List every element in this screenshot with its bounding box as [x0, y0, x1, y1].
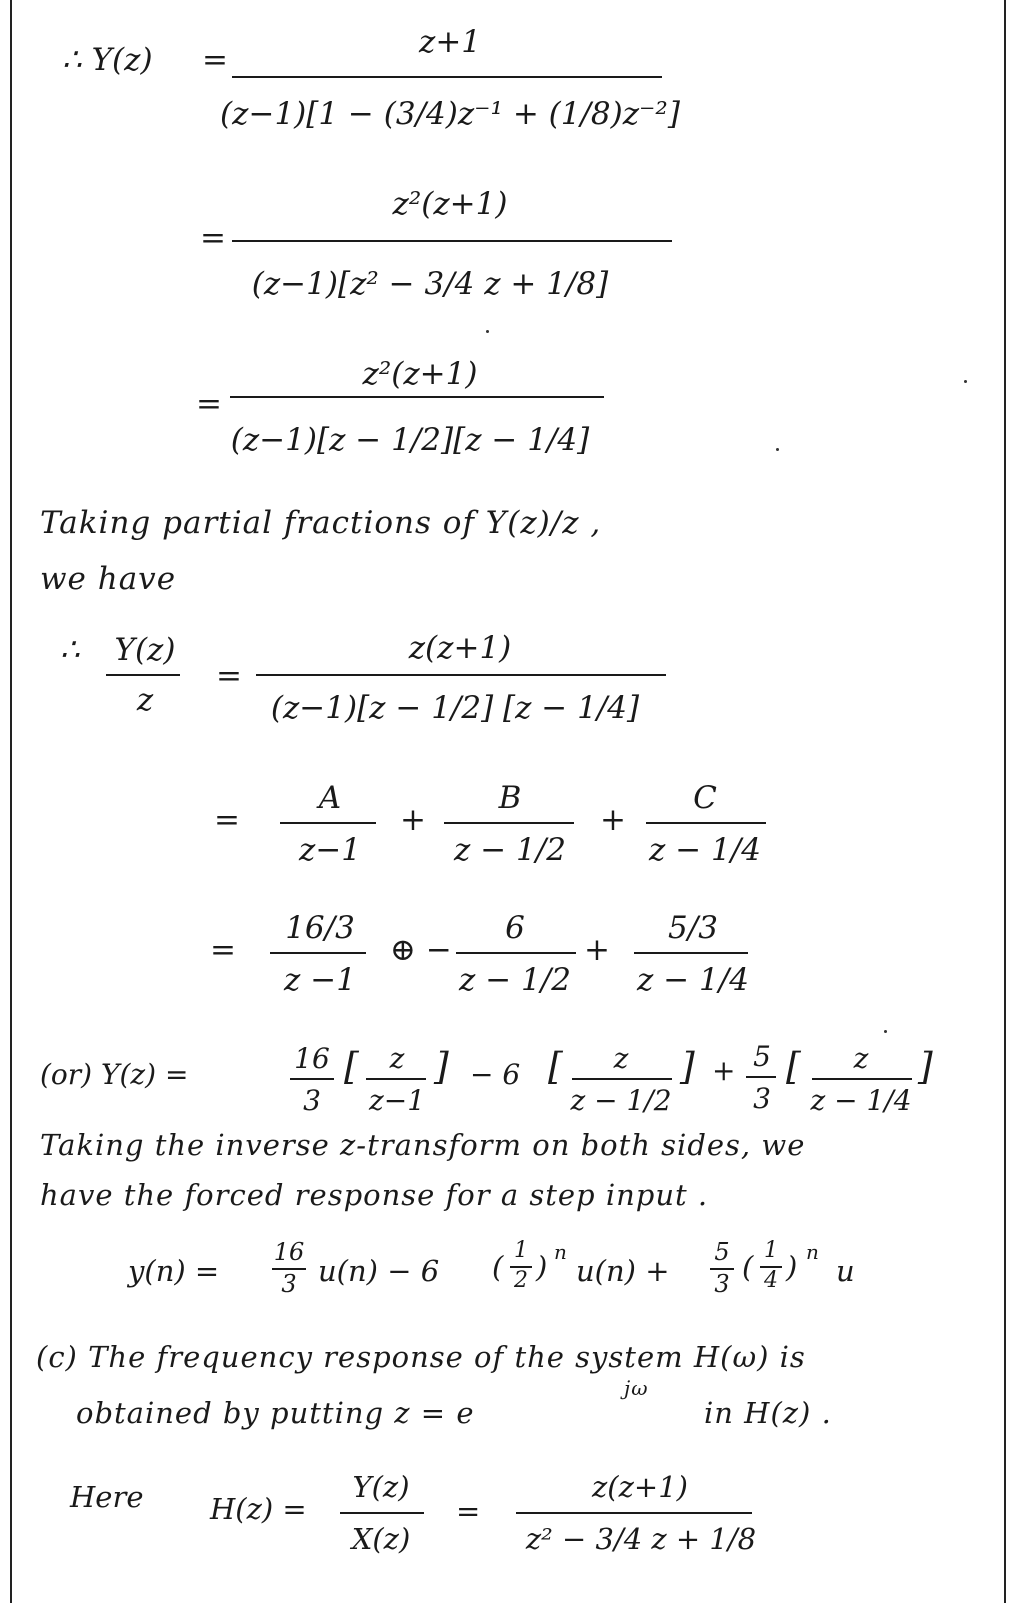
eq8-half-denominator: 2	[514, 1268, 528, 1293]
eq7-coef3-numerator: 5	[753, 1040, 771, 1073]
text2-line1: Taking the inverse z-transform on both sides, we	[40, 1128, 806, 1162]
eq8-coef3-denominator: 3	[714, 1270, 730, 1298]
eq5-term2-denominator: z − 1/2	[454, 832, 566, 868]
eq5-term2-bar	[444, 822, 574, 824]
eq7-frac1-numerator: z	[389, 1042, 405, 1075]
equation-y-n	[0, 1240, 1020, 1320]
equation-y-z-expanded	[0, 1038, 1020, 1138]
eq8-half-numerator: 1	[514, 1238, 528, 1263]
eq7-bracket3-open: [	[786, 1044, 801, 1088]
eq7-coef1-denominator: 3	[303, 1084, 321, 1117]
eq6-term1-bar	[270, 952, 366, 954]
eq4-denominator: (z−1)[z − 1/2] [z − 1/4]	[270, 690, 640, 726]
eq6-term1-denominator: z −1	[284, 962, 356, 998]
eq7-frac3-numerator: z	[853, 1042, 869, 1075]
eq5-plus1: +	[400, 802, 426, 838]
eq7-bracket2-close: ]	[680, 1044, 695, 1088]
eq8-paren-half-open: (	[492, 1250, 504, 1284]
eq4-equals: =	[216, 658, 242, 694]
equation-partial-values	[0, 910, 1020, 1010]
eq5-term1-numerator: A	[318, 780, 342, 816]
eq6-term2-denominator: z − 1/2	[459, 962, 571, 998]
eq6-term2-numerator: 6	[505, 910, 525, 946]
eq6-operator1: ⊕ −	[390, 932, 452, 968]
equation-y-z-original	[0, 20, 1020, 140]
equation-h-z	[0, 1470, 1020, 1590]
eq3-fraction-bar	[230, 396, 604, 398]
eq7-minus-six: − 6	[470, 1058, 521, 1091]
eq7-frac1-denominator: z−1	[368, 1084, 426, 1117]
text1-line2: we have	[40, 561, 177, 597]
eq7-coef1-numerator: 16	[294, 1042, 330, 1075]
eq2-fraction-bar	[232, 240, 672, 242]
eq1-denominator: (z−1)[1 − (3/4)z⁻¹ + (1/8)z⁻²]	[220, 96, 680, 132]
eq5-plus2: +	[600, 802, 626, 838]
eq7-bracket1-close: ]	[434, 1044, 449, 1088]
eq8-coef1-numerator: 16	[273, 1238, 305, 1266]
eq3-equals: =	[196, 386, 222, 422]
text3-line2b: in H(z) .	[704, 1396, 832, 1430]
eq7-bracket1-open: [	[344, 1044, 359, 1088]
eq7-frac2-denominator: z − 1/2	[570, 1084, 672, 1117]
text1-line1: Taking partial fractions of Y(z)/z ,	[40, 505, 602, 541]
eq8-exponent2: n	[806, 1240, 819, 1264]
eq6-term3-denominator: z − 1/4	[637, 962, 749, 998]
eq8-lhs: y(n) =	[128, 1254, 220, 1288]
eq6-equals: =	[210, 932, 236, 968]
eq4-lhs-denominator: z	[136, 682, 154, 718]
eq5-term1-bar	[280, 822, 376, 824]
scan-speck	[486, 330, 489, 333]
eq7-bracket3-close: ]	[918, 1044, 933, 1088]
eq4-therefore: ∴	[60, 632, 80, 668]
eq8-coef3-numerator: 5	[714, 1238, 730, 1266]
eq5-term1-denominator: z−1	[298, 832, 362, 868]
text3-exponent: jω	[624, 1376, 649, 1400]
eq7-coef1-bar	[290, 1078, 334, 1080]
eq3-denominator: (z−1)[z − 1/2][z − 1/4]	[230, 422, 590, 458]
eq8-exponent1: n	[554, 1240, 567, 1264]
eq1-equals: =	[202, 42, 228, 78]
text3-line1: (c) The frequency response of the system H(ω) is	[36, 1340, 806, 1374]
eq7-coef3-bar	[746, 1076, 776, 1078]
eq7-frac2-bar	[572, 1078, 672, 1080]
eq2-denominator: (z−1)[z² − 3/4 z + 1/8]	[251, 266, 609, 302]
eq7-coef3-denominator: 3	[753, 1082, 771, 1115]
eq7-plus: +	[712, 1054, 736, 1087]
eq8-term1: u(n) − 6	[318, 1254, 440, 1288]
equation-y-over-z	[0, 630, 1020, 740]
eq6-term3-numerator: 5/3	[668, 910, 718, 946]
eq9-lhs: H(z) =	[210, 1492, 307, 1526]
eq8-paren-half-close: )	[536, 1250, 548, 1284]
eq9-fraction-bar	[516, 1512, 752, 1514]
eq8-paren-quarter-close: )	[786, 1250, 798, 1284]
eq8-quarter-numerator: 1	[764, 1238, 778, 1263]
equation-factored	[0, 350, 1020, 480]
eq2-numerator: z²(z+1)	[392, 186, 508, 222]
eq8-coef1-denominator: 3	[281, 1270, 297, 1298]
eq8-paren-quarter-open: (	[742, 1250, 754, 1284]
text2-line2: have the forced response for a step input .	[40, 1178, 709, 1212]
eq7-lhs: (or) Y(z) =	[40, 1058, 189, 1091]
scan-speck	[884, 1030, 887, 1033]
scan-speck	[776, 448, 779, 451]
eq6-plus: +	[584, 932, 610, 968]
eq7-frac3-bar	[812, 1078, 912, 1080]
eq1-fraction-bar	[232, 76, 662, 78]
eq9-frac-numerator: Y(z)	[352, 1470, 410, 1504]
eq2-equals: =	[200, 220, 226, 256]
eq6-term3-bar	[634, 952, 748, 954]
eq9-equals: =	[456, 1494, 481, 1528]
eq6-term2-bar	[456, 952, 576, 954]
eq6-term1-numerator: 16/3	[285, 910, 355, 946]
eq8-term2: u(n) +	[576, 1254, 670, 1288]
eq1-numerator: z+1	[418, 24, 482, 60]
scan-speck	[964, 380, 967, 383]
eq9-numerator: z(z+1)	[592, 1470, 688, 1504]
text3-line2a: obtained by putting z = e	[76, 1396, 475, 1430]
eq1-lhs: ∴ Y(z)	[62, 42, 153, 78]
eq7-frac1-bar	[366, 1078, 426, 1080]
eq8-quarter-denominator: 4	[764, 1268, 778, 1293]
eq3-numerator: z²(z+1)	[362, 356, 478, 392]
eq4-fraction-bar	[256, 674, 666, 676]
eq9-label: Here	[70, 1480, 144, 1514]
eq9-frac-denominator: X(z)	[351, 1522, 411, 1556]
eq5-term3-denominator: z − 1/4	[649, 832, 761, 868]
eq4-lhs-numerator: Y(z)	[114, 632, 176, 668]
eq5-term2-numerator: B	[498, 780, 522, 816]
eq7-frac2-numerator: z	[613, 1042, 629, 1075]
equation-partial-abc	[0, 780, 1020, 880]
eq9-denominator: z² − 3/4 z + 1/8	[525, 1522, 757, 1556]
eq7-frac3-denominator: z − 1/4	[810, 1084, 912, 1117]
eq5-equals: =	[214, 802, 240, 838]
eq8-tail: u	[836, 1254, 855, 1288]
eq5-term3-bar	[646, 822, 766, 824]
eq4-lhs-bar	[106, 674, 180, 676]
eq9-frac-bar	[340, 1512, 424, 1514]
eq4-numerator: z(z+1)	[408, 630, 512, 666]
equation-expanded	[0, 180, 1020, 310]
eq5-term3-numerator: C	[693, 780, 717, 816]
eq7-bracket2-open: [	[548, 1044, 563, 1088]
